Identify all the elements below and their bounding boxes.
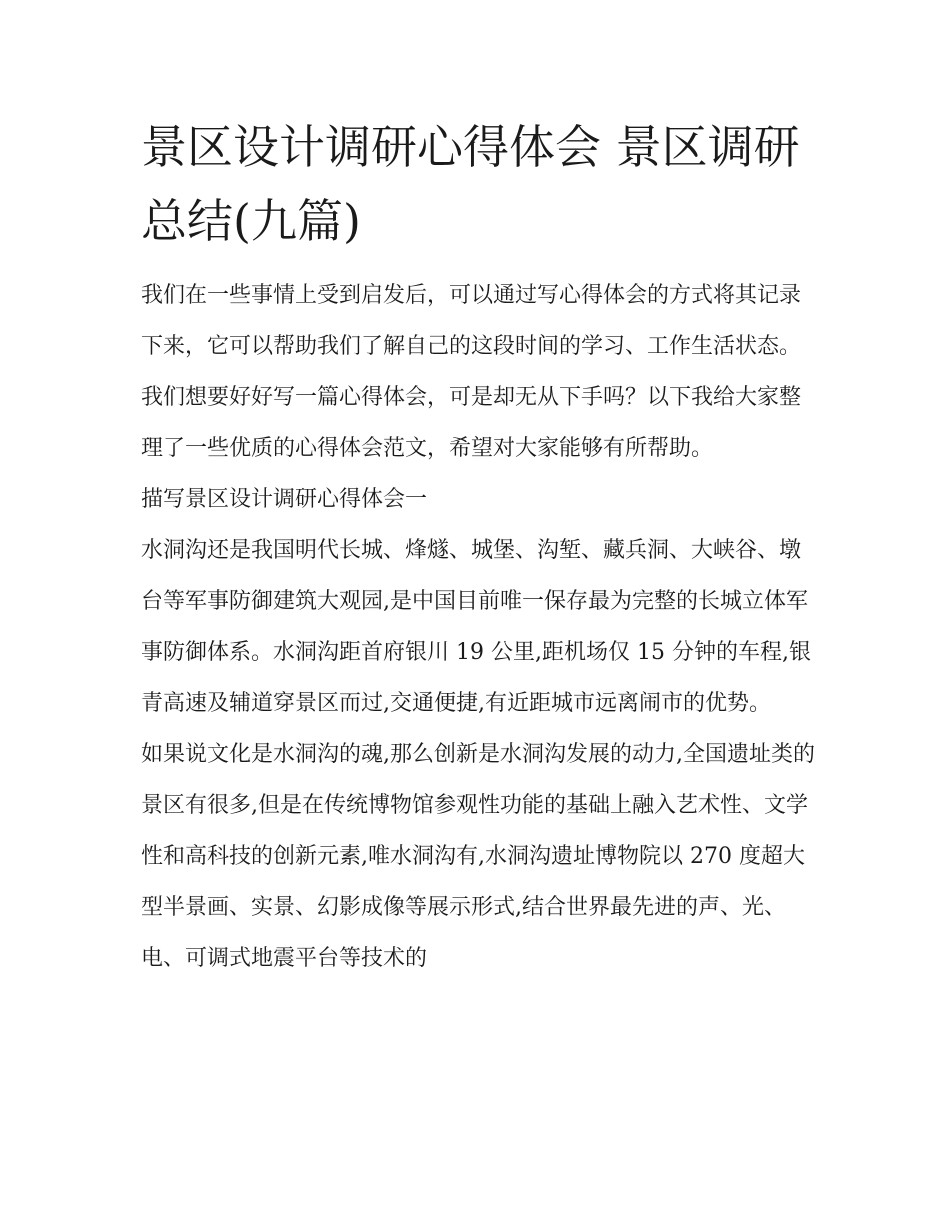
document-title: 景区设计调研心得体会 景区调研总结(九篇) — [141, 120, 800, 248]
intro-paragraph: 我们在一些事情上受到启发后，可以通过写心得体会的方式将其记录下来，它可以帮助我们了解自己的这段时间的学习、工作生活状态。我们想要好好写一篇心得体会，可是却无从下手吗？以下我给大家整理了一些优质的心得体会范文，希望对大家能够有所帮助。 — [141, 283, 802, 461]
section-heading: 描写景区设计调研心得体会一 — [141, 487, 428, 512]
body-paragraph-2: 如果说文化是水洞沟的魂,那么创新是水洞沟发展的动力,全国遗址类的景区有很多,但是在传统博物馆参观性功能的基础上融入艺术性、文学性和高科技的创新元素,唯水洞沟有,水洞沟遗址博物院以 270 度超大型半景画、实景、幻影成像等展示形式,结合世界最先进的声、光、电、可调式地震平台等技术的 — [141, 742, 815, 971]
document-body — [141, 110, 821, 984]
body-paragraph-1: 水洞沟还是我国明代长城、烽燧、城堡、沟堑、藏兵洞、大峡谷、墩台等军事防御建筑大观园,是中国目前唯一保存最为完整的长城立体军事防御体系。水洞沟距首府银川 19 公里,距机场仅 15 分钟的车程,银青高速及辅道穿景区而过,交通便捷,有近距城市远离闹市的优势。 — [141, 538, 811, 716]
